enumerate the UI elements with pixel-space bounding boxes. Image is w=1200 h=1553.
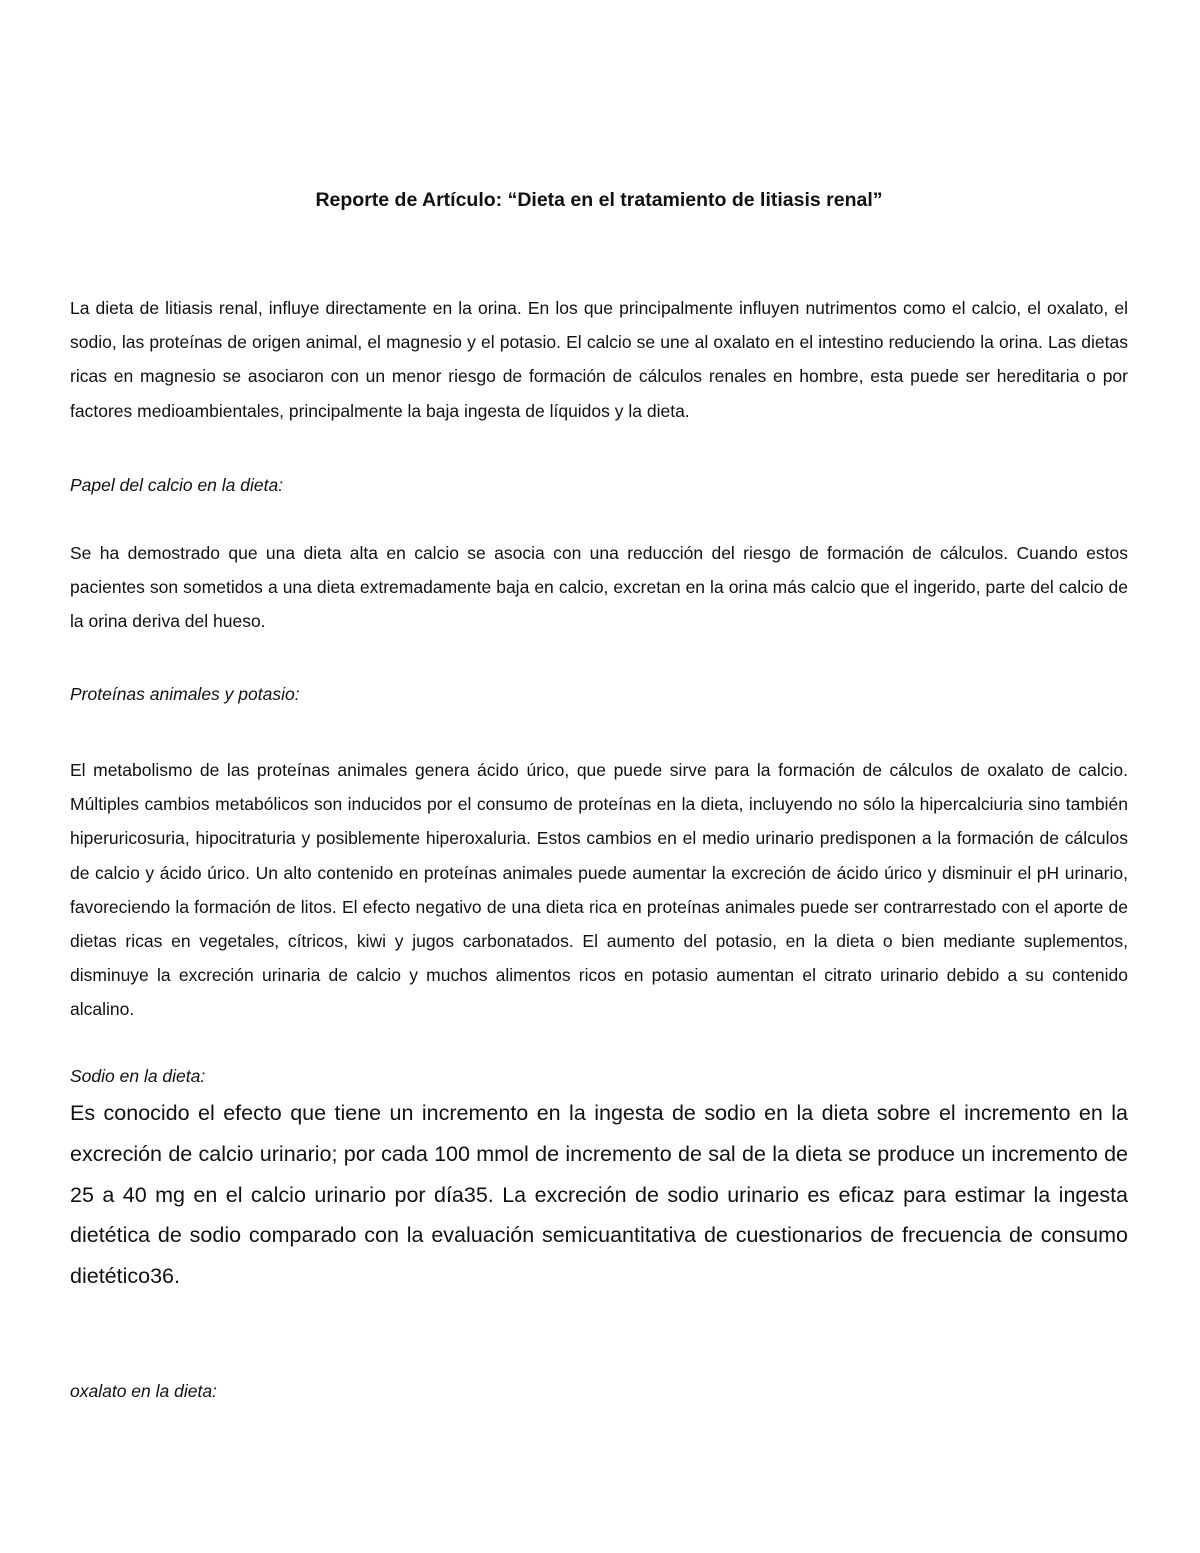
intro-paragraph: La dieta de litiasis renal, influye directamente en la orina. En los que principalmente influyen nutrimentos como el calcio, el oxalato, el sodio, las proteínas de origen animal, el magnesio y el potasio. El calcio se une al oxalato en el intestino reduciendo la orina. Las dietas ricas en magnesio se asociaron con un menor riesgo de formación de cálculos renales en hombre, esta puede ser hereditaria o por factores medioambientales, principalmente la baja ingesta de líquidos y la dieta. (70, 298, 1128, 421)
section-body-sodio: Es conocido el efecto que tiene un incremento en la ingesta de sodio en la dieta sobre el incremento en la excreción de calcio urinario; por cada 100 mmol de incremento de sal de la dieta se produce un incremento de 25 a 40 mg en el calcio urinario por día35. La excreción de sodio urinario es eficaz para estimar la ingesta dietética de sodio comparado con la evaluación semicuantitativa de cuestionarios de frecuencia de consumo dietético36. (70, 1101, 1128, 1289)
section-heading-sodio: Sodio en la dieta: (70, 1066, 206, 1086)
section-body-calcio: Se ha demostrado que una dieta alta en calcio se asocia con una reducción del riesgo de formación de cálculos. Cuando estos pacientes son sometidos a una dieta extremadamente baja en calcio, excretan en la orina más calcio que el ingerido, parte del calcio de la orina deriva del hueso. (70, 543, 1128, 632)
section-heading-proteinas: Proteínas animales y potasio: (70, 684, 300, 704)
section-heading-oxalato: oxalato en la dieta: (70, 1381, 217, 1401)
section-heading-calcio: Papel del calcio en la dieta: (70, 475, 284, 495)
section-body-proteinas: El metabolismo de las proteínas animales genera ácido úrico, que puede sirve para la formación de cálculos de oxalato de calcio. Múltiples cambios metabólicos son inducidos por el consumo de proteínas en la dieta, incluyendo no sólo la hipercalciuria sino también hiperuricosuria, hipocitraturia y posiblemente hiperoxaluria. Estos cambios en el medio urinario predisponen a la formación de cálculos de calcio y ácido úrico. Un alto contenido en proteínas animales puede aumentar la excreción de ácido úrico y disminuir el pH urinario, favoreciendo la formación de litos. El efecto negativo de una dieta rica en proteínas animales puede ser contrarrestado con el aporte de dietas ricas en vegetales, cítricos, kiwi y jugos carbonatados. El aumento del potasio, en la dieta o bien mediante suplementos, disminuye la excreción urinaria de calcio y muchos alimentos ricos en potasio aumentan el citrato urinario debido a su contenido alcalino. (70, 760, 1128, 1020)
document-title: Reporte de Artículo: “Dieta en el tratamiento de litiasis renal” (315, 189, 883, 211)
